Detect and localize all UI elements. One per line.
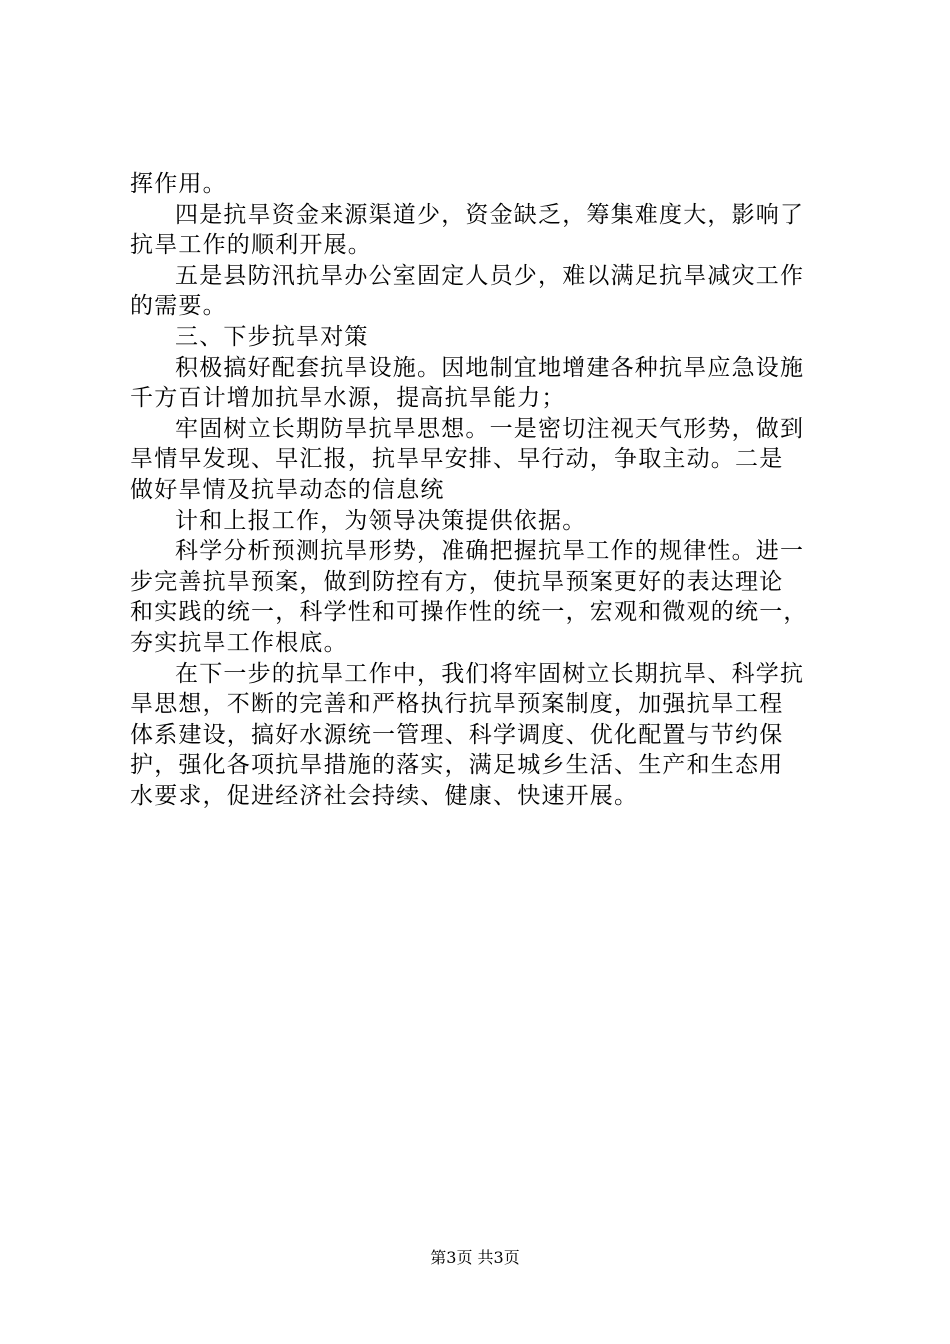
body-line: 挥作用。 xyxy=(130,171,227,197)
document-body xyxy=(130,169,830,811)
page-number-footer: 第3页 共3页 xyxy=(430,1248,520,1267)
body-line: 水要求，促进经济社会持续、健康、快速开展。 xyxy=(130,782,639,809)
body-line: 积极搞好配套抗旱设施。因地制宜地增建各种抗旱应急设施 xyxy=(175,354,805,381)
body-line: 体系建设，搞好水源统一管理、科学调度、优化配置与节约保 xyxy=(130,721,784,748)
body-line: 旱情早发现、早汇报，抗旱早安排、早行动，争取主动。二是 xyxy=(130,446,784,473)
body-line: 计和上报工作，为领导决策提供依据。 xyxy=(175,507,587,534)
body-line: 四是抗旱资金来源渠道少，资金缺乏，筹集难度大，影响了 xyxy=(175,201,805,228)
body-line: 步完善抗旱预案，做到防控有方，使抗旱预案更好的表达理论 xyxy=(130,568,784,595)
body-line: 的需要。 xyxy=(130,293,227,320)
body-line: 科学分析预测抗旱形势，准确把握抗旱工作的规律性。进一 xyxy=(175,538,805,565)
body-line: 和实践的统一，科学性和可操作性的统一，宏观和微观的统一， xyxy=(130,599,808,626)
body-line: 牢固树立长期防旱抗旱思想。一是密切注视天气形势，做到 xyxy=(175,415,805,442)
section-heading: 三、下步抗旱对策 xyxy=(175,323,369,350)
body-line: 旱思想，不断的完善和严格执行抗旱预案制度，加强抗旱工程 xyxy=(130,691,784,718)
body-line: 在下一步的抗旱工作中，我们将牢固树立长期抗旱、科学抗 xyxy=(175,660,805,687)
body-line: 做好旱情及抗旱动态的信息统 xyxy=(130,476,445,503)
body-line: 抗旱工作的顺利开展。 xyxy=(130,232,372,259)
body-line: 夯实抗旱工作根底。 xyxy=(130,629,348,656)
body-line: 五是县防汛抗旱办公室固定人员少，难以满足抗旱减灾工作 xyxy=(175,262,805,289)
body-line: 千方百计增加抗旱水源，提高抗旱能力； xyxy=(130,385,566,412)
body-line: 护，强化各项抗旱措施的落实，满足城乡生活、生产和生态用 xyxy=(130,752,784,779)
